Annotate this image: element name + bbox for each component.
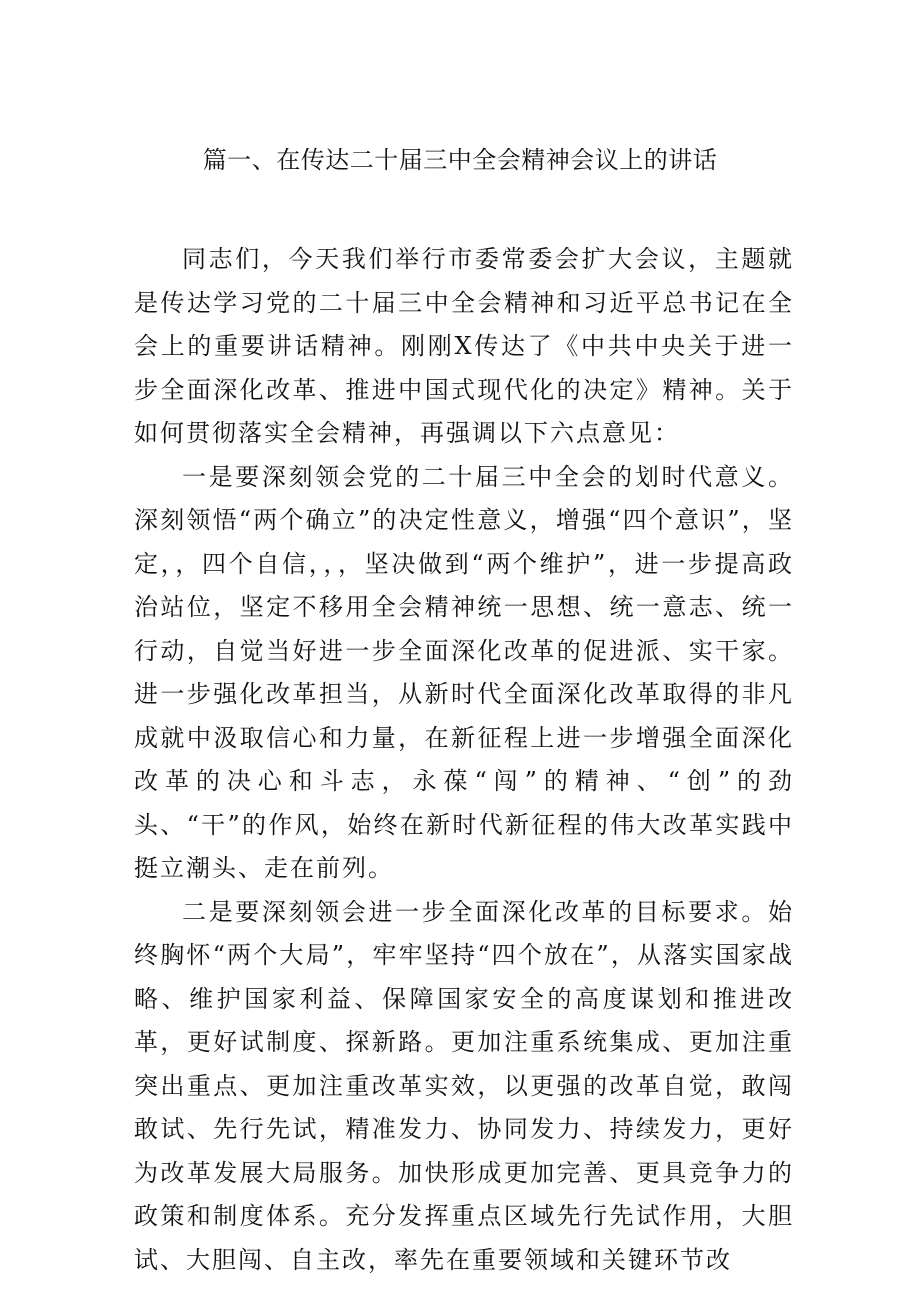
paragraph-point-two: 二是要深刻领会进一步全面深化改革的目标要求。始终胸怀“两个大局”，牢牢坚持“四个放在”，从落实国家战略、维护国家利益、保障国家安全的高度谋划和推进改革，更好试制度、探新路。更加注重系统集成、更加注重突出重点、更加注重改革实效，以更强的改革自觉，敢闯敢试、先行先试，精准发力、协同发力、持续发力，更好为改革发展大局服务。加快形成更加完善、更具竞争力的政策和制度体系。充分发挥重点区域先行先试作用，大胆试、大胆闯、自主改，率先在重要领域和关键环节改 bbox=[134, 897, 794, 1274]
document-title: 篇一、在传达二十届三中全会精神会议上的讲话 bbox=[202, 146, 718, 174]
paragraph-point-one: 一是要深刻领会党的二十届三中全会的划时代意义。深刻领悟“两个确立”的决定性意义，增强“四个意识”，坚定，，四个自信，，，坚决做到“两个维护”，进一步提高政治站位，坚定不移用全会精神统一思想、统一意志、统一行动，自觉当好进一步全面深化改革的促进派、实干家。进一步强化改革担当，从新时代全面深化改革取得的非凡成就中汲取信心和力量，在新征程上进一步增强全面深化改革的决心和斗志，永葆“闯”的精神、“创”的劲头、“干”的作风，始终在新时代新征程的伟大改革实践中挺立潮头、走在前列。 bbox=[134, 462, 794, 882]
paragraph-opening: 同志们，今天我们举行市委常委会扩大会议，主题就是传达学习党的二十届三中全会精神和习近平总书记在全会上的重要讲话精神。刚刚X传达了《中共中央关于进一步全面深化改革、推进中国式现代化的决定》精神。关于如何贯彻落实全会精神，再强调以下六点意见： bbox=[134, 245, 794, 447]
document-body bbox=[134, 238, 794, 1282]
